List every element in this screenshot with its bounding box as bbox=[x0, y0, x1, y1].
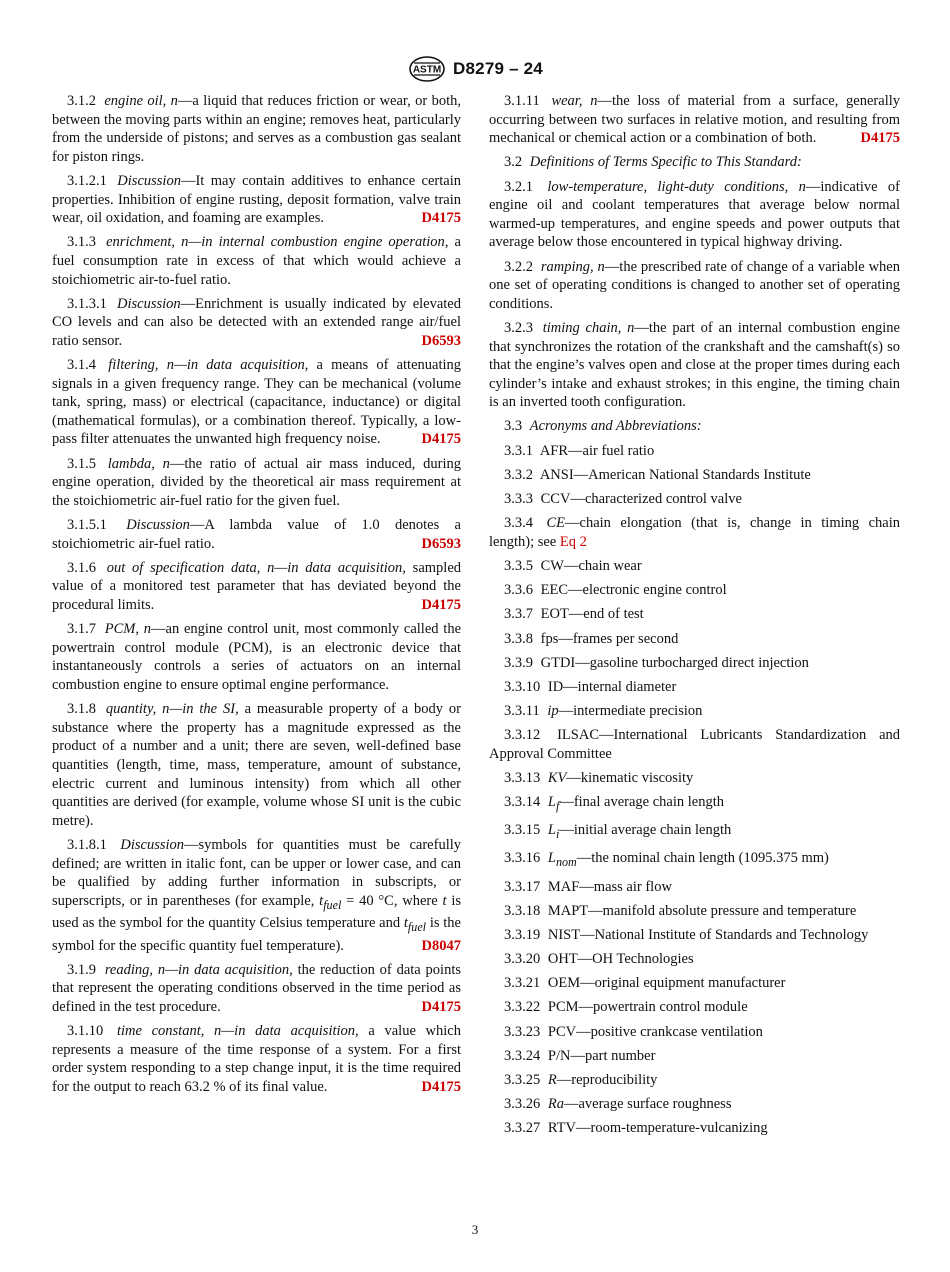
definition-3-1-10: 3.1.10 time constant, n—in data acquisition, a value which represents a measure of the time response of a system. For a first order system responding to a step change input, it is the time required for the output to reach 63.2 % of its final value. D4175 bbox=[52, 1023, 461, 1095]
reference-link[interactable]: D4175 bbox=[421, 210, 461, 227]
abbreviation-item: 3.3.1 AFR—air fuel ratio bbox=[504, 442, 655, 459]
definition-3-1-9: 3.1.9 reading, n—in data acquisition, the reduction of data points that represent the operating conditions observed in the time period as defined in the test procedure. D4175 bbox=[52, 961, 461, 1016]
abbreviation-item: 3.3.25 R—reproducibility bbox=[504, 1072, 658, 1089]
abbreviation-item: 3.3.8 fps—frames per second bbox=[504, 630, 679, 647]
reference-link[interactable]: D4175 bbox=[421, 1079, 461, 1095]
abbreviation-item: 3.3.15 $L_i—initial$ average chain length bbox=[504, 822, 732, 842]
abbreviation-item: 3.3.20 OHT—OH Technologies bbox=[504, 951, 694, 968]
abbreviation-item: 3.3.24 P/N—part number bbox=[504, 1047, 656, 1064]
definition-3-1-11: 3.1.11 wear, n—the loss of material from a surface, generally occurring between two surfaces in relative motion, and resulting from mechanical or chemical action or a combination of both. D4175 bbox=[489, 93, 901, 147]
abbreviation-item: 3.3.23 PCV—positive crankcase ventilation bbox=[504, 1023, 763, 1040]
reference-link[interactable]: D6593 bbox=[421, 535, 461, 552]
abbreviation-item: 3.3.7 EOT—end of test bbox=[504, 606, 644, 623]
discussion-3-1-8-1: 3.1.8.1 Discussion—symbols for quantities must be carefully defined; are written in italic font, can be upper or lower case, and can be qualified by adding further information in subscripts, or superscripts, or in parentheses (for example, $t_{fuel} = 40$ °C, where t is used as the symbol for the quantity Celsius temperature and $t_{fuel}$ is the symbol for the specific quantity fuel temperature). D8047 bbox=[52, 836, 462, 954]
definition-3-1-8: 3.1.8 quantity, n—in the SI, a measurable property of a body or substance where the property has a magnitude expressed as the product of a number and a unit; there are seven, well-defined base quantities (length, time, mass, temperature, amount of substance, electric current and luminous intensity) from which all other quantities are derived (for example, volume whose SI unit is the cubic metre). bbox=[52, 701, 461, 829]
abbreviation-item: 3.3.21 OEM—original equipment manufacturer bbox=[504, 975, 786, 992]
reference-link[interactable]: D4175 bbox=[421, 431, 461, 448]
discussion-3-1-2-1: 3.1.2.1 Discussion—It may contain additives to enhance certain properties. Inhibition of engine rusting, deposit formation, valve train wear, oil oxidation, and foaming are examples. D4175 bbox=[52, 172, 461, 227]
abbreviation-item: 3.3.16 $L_{nom}—the$ nominal chain length (1095.375 mm) bbox=[504, 850, 829, 870]
svg-text:ASTM: ASTM bbox=[412, 64, 442, 76]
discussion-3-1-3-1: 3.1.3.1 Discussion—Enrichment is usually indicated by elevated CO levels and can also be detected with an extended range air/fuel ratio sensor. D6593 bbox=[52, 295, 461, 349]
abbreviation-item: 3.3.14 $L_f—final$ average chain length bbox=[504, 794, 724, 814]
abbreviation-item: 3.3.12 ILSAC—International Lubricants Standardization and Approval Committee bbox=[489, 727, 901, 762]
reference-link[interactable]: D4175 bbox=[421, 597, 461, 613]
astm-logo-icon bbox=[407, 55, 447, 83]
definition-3-1-4: 3.1.4 filtering, n—in data acquisition, a means of attenuating signals in a given frequency range. They can be mechanical (volume tank, spring, mass) or electrical (capacitance, inductance) or digital (mathematical formulas), or a combination thereof. Typically, a low-pass filter attenuates the unwanted high frequency noise. D4175 bbox=[52, 357, 462, 448]
abbreviation-item: 3.3.18 MAPT—manifold absolute pressure and temperature bbox=[504, 902, 857, 919]
equation-link[interactable]: Eq 2 bbox=[559, 533, 587, 550]
discussion-3-1-5-1: 3.1.5.1 Discussion—A lambda value of 1.0 denotes a stoichiometric air-fuel ratio. D6593 bbox=[52, 517, 461, 552]
abbreviation-item: 3.3.5 CW—chain wear bbox=[504, 558, 642, 574]
abbreviation-item: 3.3.2 ANSI—American National Standards Institute bbox=[504, 466, 811, 483]
abbreviation-item: 3.3.27 RTV—room-temperature-vulcanizing bbox=[504, 1120, 768, 1137]
abbreviation-item: 3.3.22 PCM—powertrain control module bbox=[504, 999, 748, 1016]
right-column bbox=[489, 92, 900, 1144]
abbreviation-item: 3.3.3 CCV—characterized control valve bbox=[504, 491, 742, 508]
abbreviation-item: 3.3.26 Ra—average surface roughness bbox=[504, 1096, 732, 1113]
left-column bbox=[52, 92, 461, 1102]
abbreviation-item: 3.3.19 NIST—National Institute of Standards and Technology bbox=[504, 926, 869, 943]
standard-designation: D8279 – 24 bbox=[453, 59, 543, 78]
page-number: 3 bbox=[471, 1222, 479, 1237]
abbreviation-item: 3.3.9 GTDI—gasoline turbocharged direct injection bbox=[504, 654, 809, 671]
definition-3-1-7: 3.1.7 PCM, n—an engine control unit, most commonly called the powertrain control module (PCM), is an electronic device that instantaneously controls a series of actuators on an internal combustion engine to ensure optimal engine performance. bbox=[52, 621, 462, 693]
definition-3-2-1: 3.2.1 low-temperature, light-duty conditions, n—indicative of engine oil and coolant temperatures that average below normal warmed-up temperatures, and engine speeds and power outputs that average below those encountered in typical highway driving. bbox=[489, 178, 901, 251]
definition-3-1-6: 3.1.6 out of specification data, n—in data acquisition, sampled value of a monitored test parameter that has deviated beyond the procedural limits. D4175 bbox=[52, 559, 462, 613]
reference-link[interactable]: D4175 bbox=[860, 130, 900, 147]
section-3-2-heading: 3.2 Definitions of Terms Specific to This Standard: bbox=[504, 154, 802, 171]
abbreviation-item: 3.3.6 EEC—electronic engine control bbox=[504, 582, 727, 599]
section-3-3-heading: 3.3 Acronyms and Abbreviations: bbox=[504, 418, 702, 435]
page-header bbox=[0, 54, 950, 84]
definition-3-2-2: 3.2.2 ramping, n—the prescribed rate of change of a variable when one set of operating conditions is changed to another set of operating conditions. bbox=[489, 258, 900, 312]
reference-link[interactable]: D8047 bbox=[421, 937, 461, 954]
abbreviation-item: 3.3.10 ID—internal diameter bbox=[504, 678, 677, 695]
abbreviation-item: 3.3.13 KV—kinematic viscosity bbox=[504, 770, 694, 787]
definition-3-1-3: 3.1.3 enrichment, n—in internal combustion engine operation, a fuel consumption rate in excess of that which would achieve a stoichiometric air-to-fuel ratio. bbox=[52, 234, 461, 288]
reference-link[interactable]: D6593 bbox=[421, 332, 461, 349]
reference-link[interactable]: D4175 bbox=[421, 999, 461, 1016]
abbreviation-item: 3.3.11 ip—intermediate precision bbox=[504, 703, 703, 720]
definition-3-1-5: 3.1.5 lambda, n—the ratio of actual air mass induced, during engine operation, divided by the theoretical air mass requirement at the stoichiometric air-fuel ratio for the given fuel. bbox=[52, 455, 461, 509]
definition-3-1-2: 3.1.2 engine oil, n—a liquid that reduces friction or wear, or both, between the moving parts within an engine; removes heat, particularly from the underside of pistons; and serves as a combustion gas sealant for piston rings. bbox=[52, 93, 461, 165]
definition-3-2-3: 3.2.3 timing chain, n—the part of an internal combustion engine that synchronizes the rotation of the crankshaft and the camshaft(s) so that the engine’s valves open and close at the proper times during each cylinder’s intake and exhaust strokes; in this engine, the timing chain is an inverted tooth configuration. bbox=[489, 319, 900, 411]
abbreviation-item: 3.3.17 MAF—mass air flow bbox=[504, 878, 672, 895]
abbreviation-item: 3.3.4 CE—chain elongation (that is, change in timing chain length); see Eq 2 bbox=[489, 515, 901, 550]
